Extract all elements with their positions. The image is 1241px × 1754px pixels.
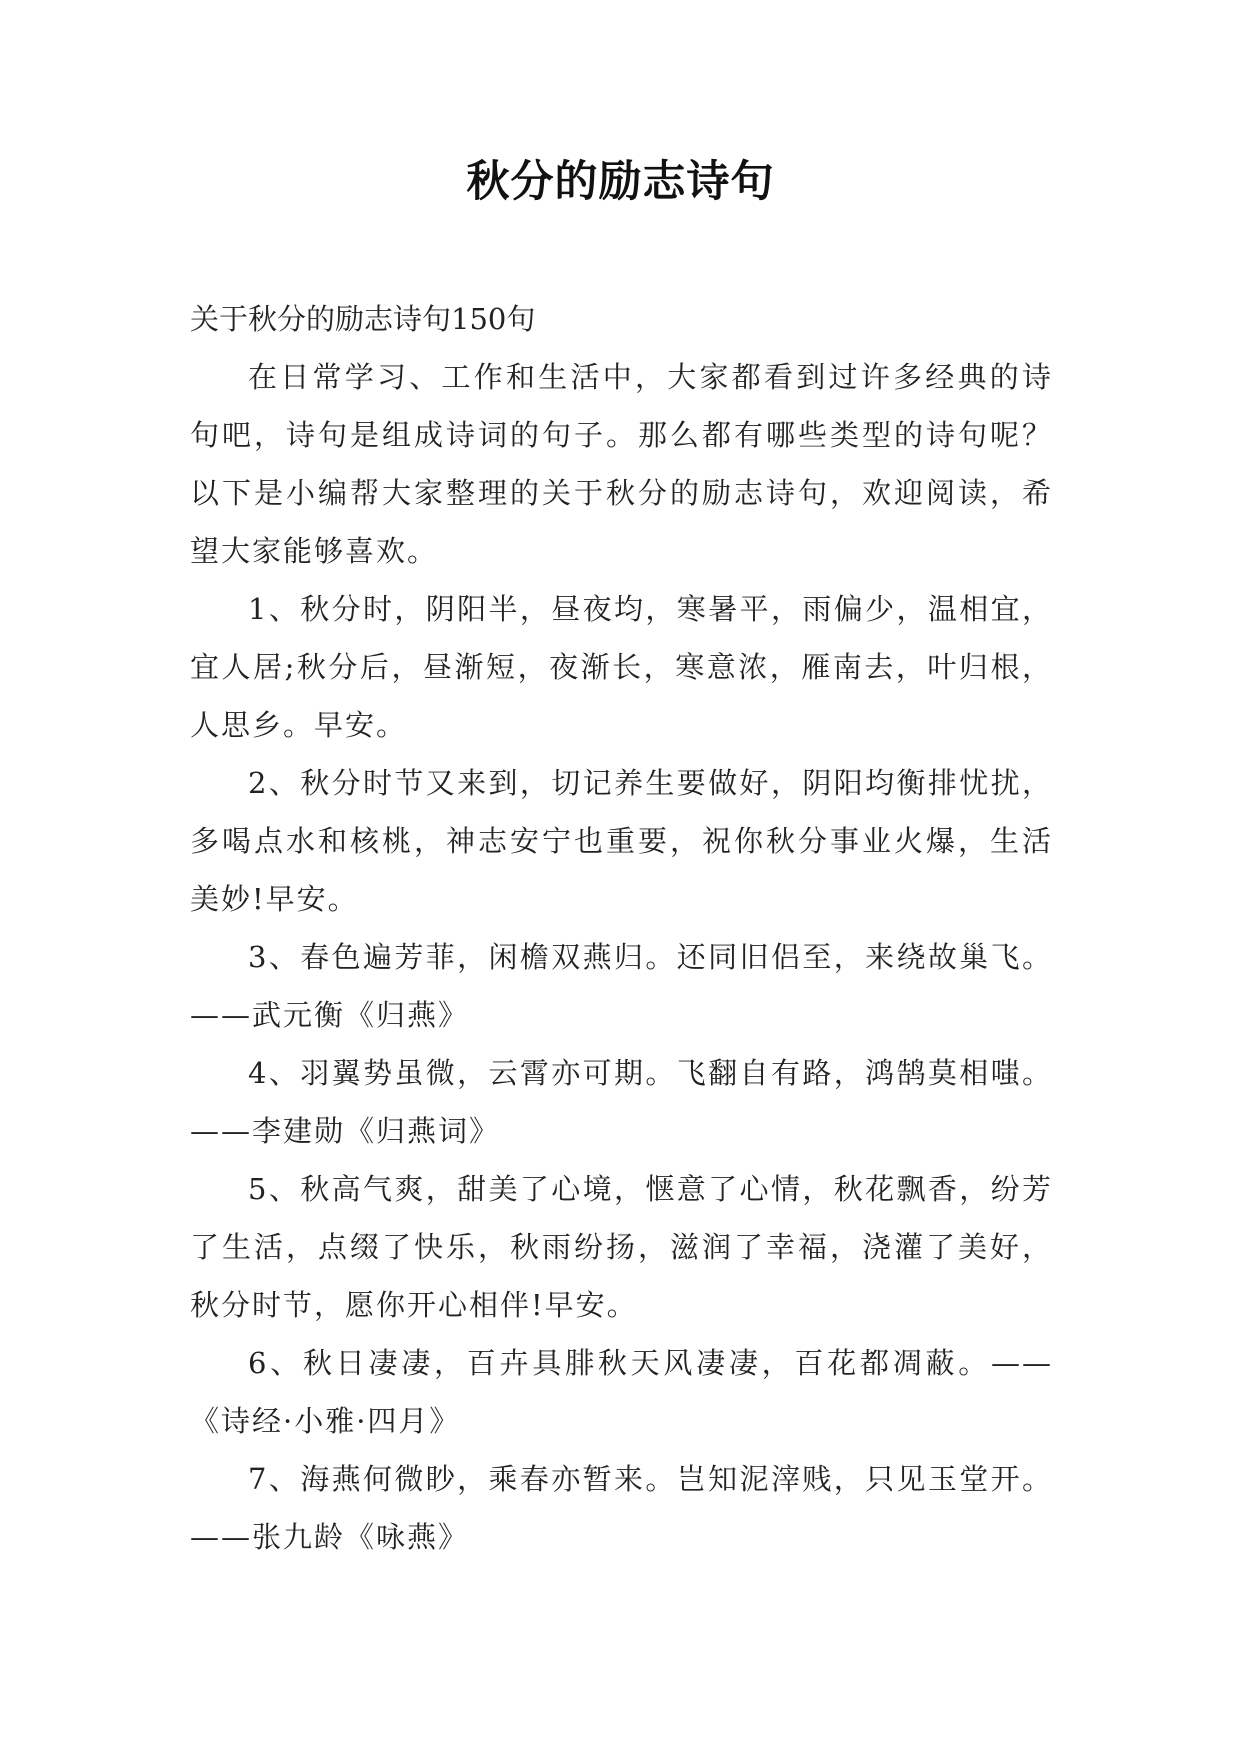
poem-item-7: 7、海燕何微眇，乘春亦暂来。岂知泥滓贱，只见玉堂开。——张九龄《咏燕》 <box>190 1462 1053 1554</box>
poem-item-6: 6、秋日凄凄，百卉具腓秋天风凄凄，百花都凋蔽。——《诗经·小雅·四月》 <box>190 1346 1053 1438</box>
poem-item-4: 4、羽翼势虽微，云霄亦可期。飞翻自有路，鸿鹄莫相嗤。——李建勋《归燕词》 <box>190 1056 1053 1148</box>
intro-paragraph: 在日常学习、工作和生活中，大家都看到过许多经典的诗句吧，诗句是组成诗词的句子。那么都有哪些类型的诗句呢？以下是小编帮大家整理的关于秋分的励志诗句，欢迎阅读，希望大家能够喜欢。 <box>190 360 1053 568</box>
document-title: 秋分的励志诗句 <box>466 157 775 207</box>
document-subtitle: 关于秋分的励志诗句150句 <box>190 302 536 336</box>
poem-item-5: 5、秋高气爽，甜美了心境，惬意了心情，秋花飘香，纷芳了生活，点缀了快乐，秋雨纷扬，滋润了幸福，浇灌了美好，秋分时节，愿你开心相伴!早安。 <box>190 1172 1053 1322</box>
poem-item-1: 1、秋分时，阴阳半，昼夜均，寒暑平，雨偏少，温相宜，宜人居;秋分后，昼渐短，夜渐长，寒意浓，雁南去，叶归根，人思乡。早安。 <box>190 592 1053 742</box>
poem-item-3: 3、春色遍芳菲，闲檐双燕归。还同旧侣至，来绕故巢飞。——武元衡《归燕》 <box>190 940 1053 1032</box>
document-body <box>190 290 1053 1566</box>
poem-item-2: 2、秋分时节又来到，切记养生要做好，阴阳均衡排忧扰，多喝点水和核桃，神志安宁也重要，祝你秋分事业火爆，生活美妙!早安。 <box>190 766 1053 916</box>
